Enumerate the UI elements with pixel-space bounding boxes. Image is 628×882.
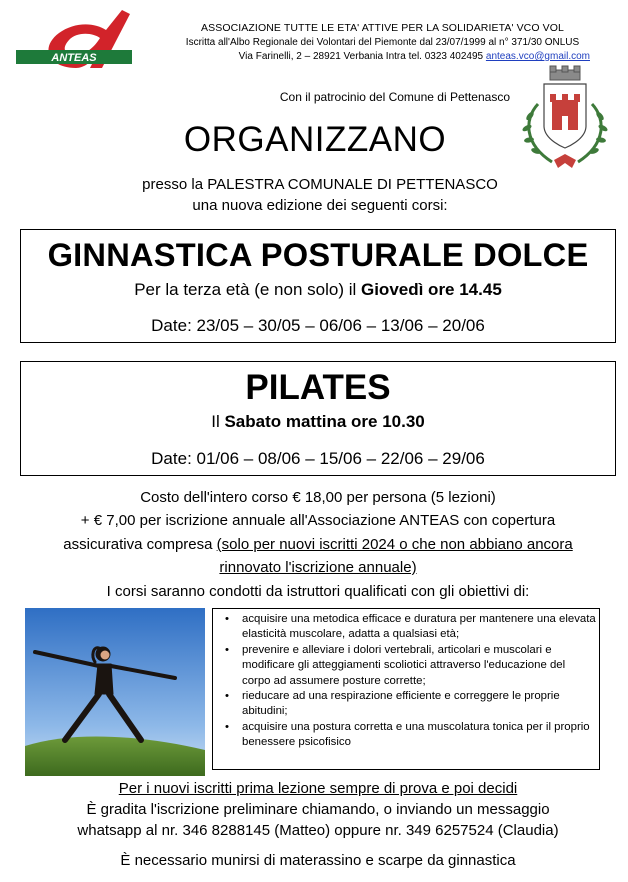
crest-graphic	[518, 64, 612, 174]
exercise-photo	[25, 608, 205, 776]
bullet-icon: •	[225, 690, 229, 703]
email-link[interactable]: anteas.vco@gmail.com	[485, 51, 590, 62]
cost-line-1: Costo dell'intero corso € 18,00 per persona (5 lezioni)	[140, 489, 496, 506]
trial-text: Per i nuovi iscritti prima lezione sempre di prova e poi decidi	[118, 780, 518, 797]
goal-item	[225, 689, 596, 720]
goal-item	[225, 720, 596, 751]
cost-condition: (solo per nuovi iscritti 2024 o che non abbiano ancora	[216, 536, 573, 553]
goal-text: acquisire una metodica efficace e duratura per mantenere una elevata elasticità muscolare, adatta a qualsiasi età;	[242, 613, 596, 641]
anteas-logo	[14, 8, 134, 84]
venue-line-1: presso la PALESTRA COMUNALE DI PETTENASCO	[142, 176, 498, 193]
org-address: Via Farinelli, 2 – 28921 Verbania Intra tel. 0323 402495	[238, 51, 484, 62]
cost-line-3	[20, 536, 616, 553]
goal-text: acquisire una postura corretta e una muscolatura tonica per il proprio benessere psicofisico	[242, 720, 590, 749]
course-dates-pilates: Date: 01/06 – 08/06 – 15/06 – 22/06 – 29/06	[151, 449, 485, 468]
cost-line-2: + € 7,00 per iscrizione annuale all'Associazione ANTEAS con copertura	[80, 512, 556, 529]
course-title-posturale: GINNASTICA POSTURALE DOLCE	[47, 237, 589, 273]
patronage-note: Con il patrocinio del Comune di Pettenasco	[279, 90, 510, 104]
org-address-line	[150, 51, 615, 62]
equipment-note: È necessario munirsi di materassino e scarpe da ginnastica	[120, 852, 516, 869]
schedule-text: Per la terza età (e non solo) il	[134, 280, 361, 299]
goal-item	[225, 612, 596, 643]
goal-text: prevenire e alleviare i dolori vertebrali, articolari e muscolari e modificare gli atteggiamenti scoliotici attraverso l'educazione del corpo ad assumere posture corrette;	[242, 643, 566, 687]
bullet-icon: •	[225, 720, 229, 733]
anteas-logo-graphic	[14, 8, 134, 84]
preregistration-line-1: È gradita l'iscrizione preliminare chiamando, o inviando un messaggio	[86, 801, 550, 818]
bullet-icon: •	[225, 643, 229, 656]
org-registration: Iscritta all'Albo Regionale dei Volontari del Piemonte dal 23/07/1999 al n° 371/30 ONLUS	[185, 37, 580, 48]
pettenasco-crest-emblem	[518, 64, 612, 174]
schedule-day-time: Giovedì ore 14.45	[360, 280, 502, 299]
headline: ORGANIZZANO	[183, 120, 447, 159]
course-schedule-posturale	[20, 280, 616, 300]
goal-item	[225, 643, 596, 689]
woman-stretching-image	[25, 608, 205, 776]
course-title-pilates: PILATES	[245, 368, 391, 407]
org-name: ASSOCIAZIONE TUTTE LE ETA' ATTIVE PER LA SOLIDARIETA' VCO VOL	[201, 22, 564, 34]
bullet-icon: •	[225, 613, 229, 625]
goals-list	[218, 612, 596, 751]
logo-text: ANTEAS	[51, 52, 97, 64]
goals-intro: I corsi saranno condotti da istruttori qualificati con gli obiettivi di:	[106, 583, 530, 600]
trial-lesson-note	[20, 780, 616, 797]
goal-text: rieducare ad una respirazione efficiente e correggere le proprie abitudini;	[242, 690, 560, 718]
course-dates-posturale: Date: 23/05 – 30/05 – 06/06 – 13/06 – 20/06	[151, 316, 485, 335]
venue-line-2: una nuova edizione dei seguenti corsi:	[192, 197, 448, 214]
course-schedule-pilates	[20, 412, 616, 432]
cost-text: assicurativa compresa	[63, 536, 217, 553]
schedule-day-time: Sabato mattina ore 10.30	[224, 412, 425, 431]
preregistration-line-2: whatsapp al nr. 346 8288145 (Matteo) oppure nr. 349 6257524 (Claudia)	[77, 822, 559, 839]
cost-line-4	[20, 559, 616, 576]
schedule-text: Il	[211, 412, 225, 431]
cost-condition-cont: rinnovato l'iscrizione annuale)	[219, 559, 417, 576]
